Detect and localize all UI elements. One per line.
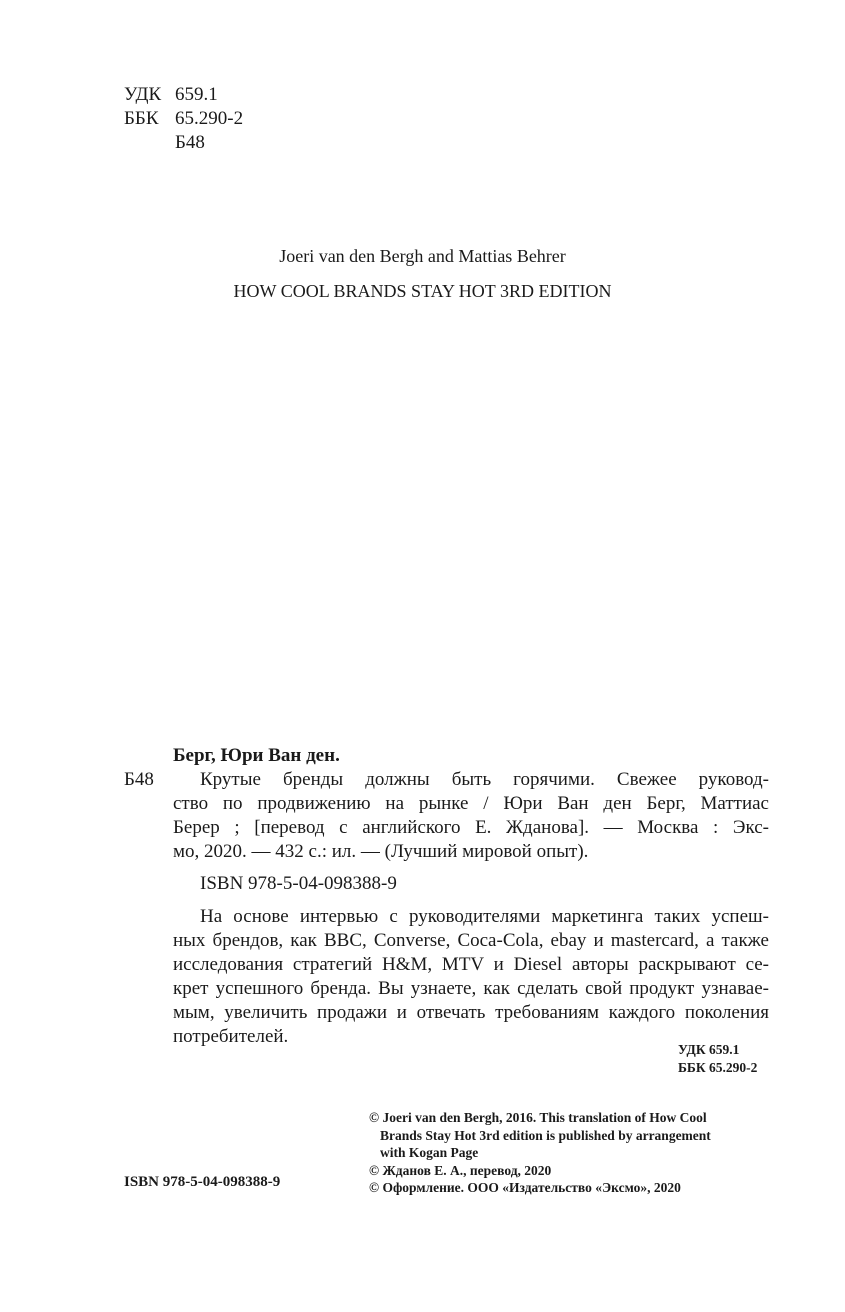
annotation-line: потребителей. (173, 1026, 289, 1047)
record-isbn: ISBN 978-5-04-098388-9 (200, 873, 397, 894)
copyright-line: © Joeri van den Bergh, 2016. This translation of How Cool (369, 1110, 707, 1125)
description-line: Крутые бренды должны быть горячими. Свежее руковод- (200, 769, 769, 790)
copyright-line: © Оформление. ООО «Издательство «Эксмо», 2020 (369, 1180, 681, 1195)
footer-isbn: ISBN 978-5-04-098388-9 (124, 1174, 281, 1190)
classification-bbk-row (124, 107, 243, 131)
copyright-line: Brands Stay Hot 3rd edition is published by arrangement (380, 1127, 711, 1143)
record-classification (678, 1041, 757, 1076)
copyright-line: © Жданов Е. А., перевод, 2020 (369, 1162, 552, 1178)
record-author-mark: Б48 (124, 769, 154, 790)
classification-value: Б48 (175, 132, 205, 153)
record-annotation (173, 905, 769, 1049)
original-authors: Joeri van den Bergh and Mattias Behrer (279, 246, 566, 266)
copyright-line: with Kogan Page (380, 1145, 479, 1160)
classification-value: 659.1 (175, 84, 218, 105)
classification-block (124, 83, 243, 155)
annotation-line: мым, увеличить продажи и отвечать требованиям каждого поколения (173, 1002, 769, 1023)
description-line: ство по продвижению на рынке / Юри Ван ден Берг, Маттиас (173, 793, 769, 814)
annotation-line: ных брендов, как BBC, Converse, Coca-Cola, ebay и mastercard, а также (173, 930, 769, 951)
classification-udk-row (124, 83, 243, 107)
classification-author-mark-row (124, 131, 243, 155)
description-line: Берер ; [перевод с английского Е. Жданова]. — Москва : Экс- (173, 817, 769, 838)
record-udk: УДК 659.1 (678, 1042, 740, 1057)
annotation-line: крет успешного бренда. Вы узнаете, как сделать свой продукт узнавае- (173, 978, 769, 999)
record-bbk: ББК 65.290-2 (678, 1059, 758, 1075)
description-line: мо, 2020. — 432 с.: ил. — (Лучший мировой опыт). (173, 841, 589, 862)
annotation-line: исследования стратегий H&M, MTV и Diesel авторы раскрывают се- (173, 954, 769, 975)
record-heading: Берг, Юри Ван ден. (173, 745, 340, 766)
classification-value: 65.290-2 (175, 108, 244, 129)
classification-key: ББК (124, 108, 159, 129)
record-description (173, 768, 769, 864)
annotation-line: На основе интервью с руководителями маркетинга таких успеш- (200, 906, 769, 927)
classification-key: УДК (124, 84, 162, 105)
classification-key (124, 131, 175, 155)
footer-copyright (369, 1109, 809, 1197)
original-title: HOW COOL BRANDS STAY HOT 3RD EDITION (233, 281, 612, 301)
